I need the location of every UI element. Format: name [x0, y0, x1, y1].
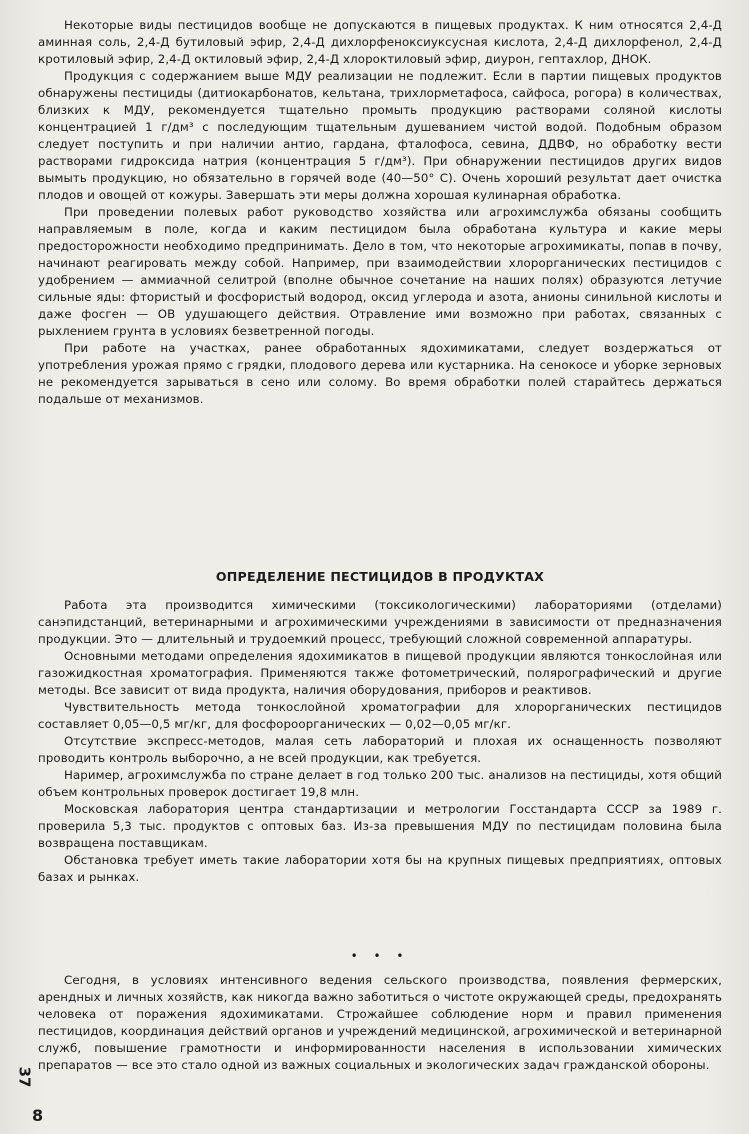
paragraph: При работе на участках, ранее обработанных ядохимикатами, следует воздержаться от употребления урожая прямо с грядки, плодового дерева или кустарника. На сенокосе и уборке зерновых не рекомендуется зарываться в сено или солому. Во время обработки полей старайтесь держаться подальше от механизмов.: [38, 341, 722, 406]
conclusion-section: [38, 972, 722, 1074]
intro-section: [38, 17, 722, 408]
paragraph: Московская лаборатория центра стандартизации и метрологии Госстандарта СССР за 1989 г. проверила 5,3 тыс. продуктов с оптовых баз. Из-за превышения МДУ по пестицидам половина была возвращена поставщикам.: [38, 802, 722, 850]
paragraph: Обстановка требует иметь такие лаборатории хотя бы на крупных пищевых предприятиях, оптовых базах и рынках.: [38, 853, 722, 884]
running-page-number: 37: [15, 1066, 34, 1088]
paragraph: Отсутствие экспресс-методов, малая сеть лабораторий и плохая их оснащенность позволяют проводить контроль выборочно, а не всей продукции, как требуется.: [38, 734, 722, 765]
paragraph: При проведении полевых работ руководство хозяйства или агрохимслужба обязаны сообщить направляемым в поле, когда и каким пестицидом была обработана культура и какие меры предосторожности необходимо предпринимать. Дело в том, что некоторые агрохимикаты, попав в почву, начинают реагировать между собой. Например, при взаимодействии хлорорганических пестицидов с удобрением — аммиачной селитрой (вполне обычное сочетание на наших полях) образуются летучие сильные яды: фтористый и фосфористый водород, оксид углерода и азота, анионы синильной кислоты и даже фосген — ОВ удушающего действия. Отравление ими возможно при работах, связанных с рыхлением грунта в условиях безветренной погоды.: [38, 205, 722, 338]
paragraph: Продукция с содержанием выше МДУ реализации не подлежит. Если в партии пищевых продуктов обнаружены пестициды (дитиокарбонатов, кельтана, трихлорметафоса, сайфоса, рогора) в количествах, близких к МДУ, рекомендуется тщательно промыть продукцию растворами соляной кислоты концентрацией 1 г/дм³ с последующим тщательным душеванием чистой водой. Подобным образом следует поступить и при наличии антио, гардана, фталофоса, севина, ДДВФ, но обработку вести растворами гидроксида натрия (концентрация 5 г/дм³). При обнаружении пестицидов других видов вымыть продукцию, но обязательно в горячей воде (40—50° С). Очень хороший результат дает очистка плодов и овощей от кожуры. Завершать эти меры должна хорошая кулинарная обработка.: [38, 69, 722, 202]
paragraph: Чувствительность метода тонкослойной хроматографии для хлорорганических пестицидов составляет 0,05—0,5 мг/кг, для фосфороорганических — 0,02—0,05 мг/кг.: [38, 700, 722, 731]
section-heading: ОПРЕДЕЛЕНИЕ ПЕСТИЦИДОВ В ПРОДУКТАХ: [215, 569, 545, 584]
page-number: 8: [32, 1106, 44, 1125]
paragraph: Некоторые виды пестицидов вообще не допускаются в пищевых продуктах. К ним относятся 2,4-Д аминная соль, 2,4-Д бутиловый эфир, 2,4-Д дихлорфеноксиуксусная кислота, 2,4-Д дихлорфенол, 2,4-Д кротиловый эфир, 2,4-Д октиловый эфир, 2,4-Д хлороктиловый эфир, диурон, гептахлор, ДНОК.: [38, 18, 722, 66]
paragraph: Работа эта производится химическими (токсикологическими) лабораториями (отделами) санэпидстанций, ветеринарными и агрохимическими учреждениями в зависимости от предназначения продукции. Это — длительный и трудоемкий процесс, требующий сложной современной аппаратуры.: [38, 598, 722, 646]
section-separator: • • •: [350, 949, 410, 963]
paragraph: Наример, агрохимслужба по стране делает в год только 200 тыс. анализов на пестициды, хотя общий объем контрольных проверок достигает 19,8 млн.: [38, 768, 722, 799]
paragraph: Основными методами определения ядохимикатов в пищевой продукции являются тонкослойная или газожидкостная хроматография. Применяются также фотометрический, полярографический и другие методы. Все зависит от вида продукта, наличия оборудования, приборов и реактивов.: [38, 649, 722, 697]
paragraph: Сегодня, в условиях интенсивного ведения сельского производства, появления фермерских, арендных и личных хозяйств, как никогда важно заботиться о чистоте окружающей среды, предохранять человека от поражения ядохимикатами. Строжайшее соблюдение норм и правил применения пестицидов, координация действий органов и учреждений медицинской, агрохимической и ветеринарной служб, повышение грамотности и информированности населения в использовании химических препаратов — все это стало одной из важных социальных и экологических задач гражданской обороны.: [38, 973, 722, 1072]
detection-section: [38, 597, 722, 886]
